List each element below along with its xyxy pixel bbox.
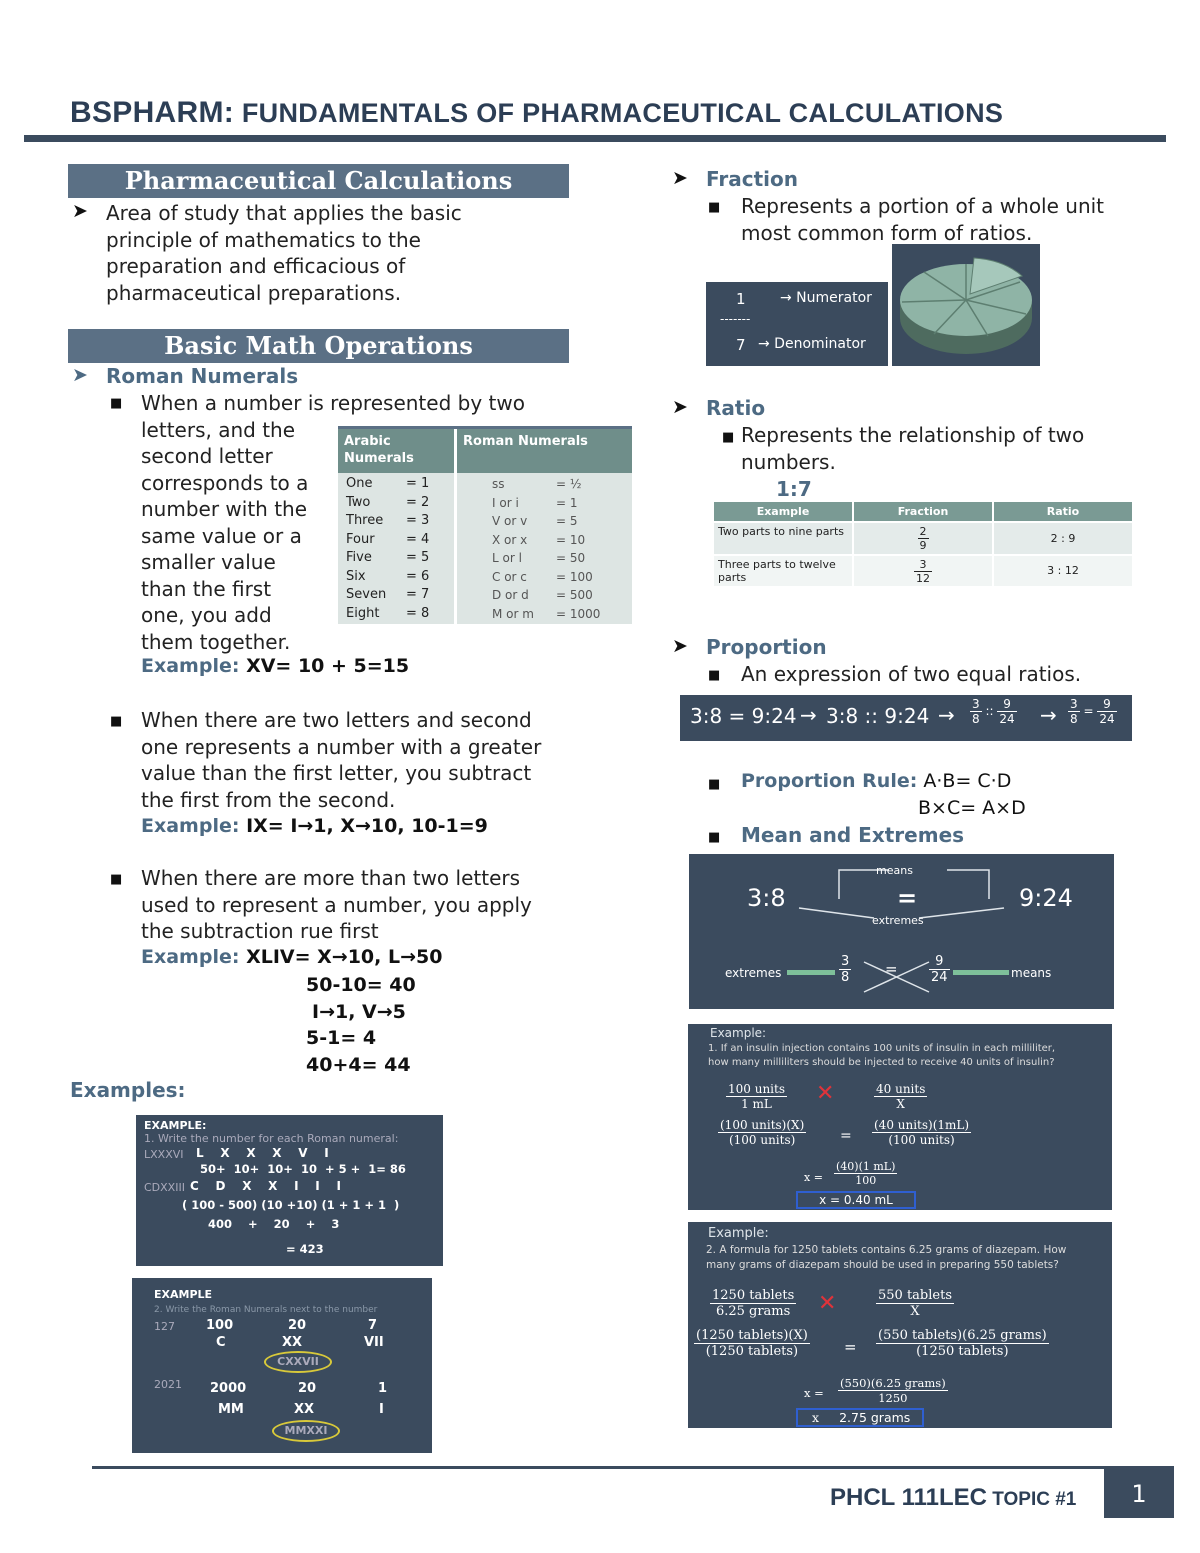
roman-example-1-panel: EXAMPLE: 1. Write the number for each Roman numeral: LXXXVI L X X X V I 50+ 10+ 10+ 10 + 5 + 1= 86 CDXXIII C D X X I I I ( 100 - 500) (10 +10) (1 + 1 + 1 ) 400 + 20 + 3 = 423: [136, 1115, 443, 1266]
arrow-right-icon: →: [1040, 703, 1057, 727]
fraction-diagram: 1 → Numerator ------- 7 → Denominator: [706, 282, 888, 366]
footer-rule: [92, 1466, 1104, 1469]
arrow-right-icon: →: [800, 703, 817, 727]
means-arrows-icon: [689, 854, 1114, 1009]
header-rule: [24, 135, 1166, 142]
square-bullet-icon: ■: [722, 430, 735, 445]
rule1-text: When a number is represented by two letters, and the second letter corresponds to a number with the same value or a smaller value than the first one, you add them together.: [141, 391, 525, 654]
answer-circle: MMXXI: [272, 1420, 340, 1442]
answer-box: x = 0.40 mL: [796, 1191, 916, 1209]
proportion-banner: 3:8 = 9:24 → 3:8 :: 9:24 → $\frac{3}{8}$ :: $\frac{9}{24}$ → $\frac{3}{8}$ = $\frac{9}{24}$: [680, 695, 1132, 741]
square-bullet-icon: ■: [708, 668, 721, 683]
fraction-text: Represents a portion of a whole unit most common form of ratios.: [741, 194, 1105, 245]
rule2-text: When there are two letters and second one represents a number with a greater value than the first letter, you subtract the first from the second.: [141, 708, 542, 812]
ratio-text: Represents the relationship of two numbers.: [741, 423, 1085, 474]
proportion-rule-line2: B×C= A×D: [918, 797, 1026, 819]
answer-circle: CXXVII: [264, 1351, 332, 1373]
square-bullet-icon: ■: [708, 830, 721, 845]
cross-multiply-icon: ✕: [818, 1291, 837, 1316]
ratio-table: Example Fraction Ratio Two parts to nine parts $\frac{2}{9}$ 2 : 9 Three parts to twelve parts $\frac{3}{12}$ 3 : 12: [714, 502, 1132, 586]
roman-example-2-panel: EXAMPLE 2. Write the Roman Numerals next to the number 127 100 20 7 C XX VII CXXVII 2021 2000 20 1 MM XX I MMXXI: [132, 1278, 432, 1453]
table-header-roman: Roman Numerals: [457, 429, 632, 473]
rule3-example: Example: XLIV= X→10, L→50: [141, 946, 443, 968]
arrow-right-icon: →: [938, 703, 955, 727]
cross-multiply-icon: ✕: [816, 1081, 835, 1106]
bullet-arrow-icon: ➤: [672, 167, 688, 189]
rule3-steps: 50-10= 40 I→1, V→5 5-1= 4 40+4= 44: [306, 974, 416, 1076]
rule3-text: When there are more than two letters used to represent a number, you apply the subtraction rue first: [141, 866, 532, 943]
bullet-arrow-icon: ➤: [672, 635, 688, 657]
pie-icon: [892, 244, 1040, 366]
roman-numerals-heading: Roman Numerals: [106, 364, 299, 388]
rule1-example: Example: XV= 10 + 5=15: [141, 655, 410, 677]
square-bullet-icon: ■: [110, 396, 123, 411]
square-bullet-icon: ■: [708, 200, 721, 215]
diazepam-example-panel: Example: 2. A formula for 1250 tablets contains 6.25 grams of diazepam. How many grams of diazepam should be used in preparing 550 tablets? $\frac{\text{1250 tablets}}{\text{6.25 grams}}$ ✕ $\frac{\text{550 tablets}}{X}$ $\frac{\text{(1250 tablets)(X)}}{\text{(1250 tablets)}}$ = $\frac{\text{(550 tablets)(6.25 grams)}}{\text{(1250 tablets)}}$ x = $\frac{\text{(550)(6.25 grams)}}{1250}$ x 2.75 grams: [688, 1222, 1112, 1428]
definition-text: Area of study that applies the basic principle of mathematics to the preparation and efficacious of pharmaceutical preparations.: [106, 201, 462, 305]
bullet-arrow-icon: ➤: [72, 200, 88, 222]
roman-letters-column: ss I or i V or v X or x L or l C or c D or d M or m: [492, 477, 534, 621]
arabic-words-column: One Two Three Four Five Six Seven Eight: [346, 476, 387, 621]
page-number: 1: [1104, 1466, 1174, 1518]
pie-fraction-image: [892, 244, 1040, 366]
means-extremes-heading: Mean and Extremes: [741, 823, 965, 847]
arabic-values-column: = 1 = 2 = 3 = 4 = 5 = 6 = 7 = 8: [406, 476, 430, 621]
proportion-heading: Proportion: [706, 635, 827, 659]
ratio-example: 1:7: [776, 477, 812, 501]
document-title: BSPHARM: FUNDAMENTALS OF PHARMACEUTICAL CALCULATIONS: [70, 96, 1004, 129]
table-header-arabic: Arabic Numerals: [338, 429, 454, 473]
bullet-arrow-icon: ➤: [672, 396, 688, 418]
roman-numerals-table: [338, 426, 632, 624]
ratio-heading: Ratio: [706, 396, 766, 420]
means-extremes-panel: 3:8 = 9:24 means extremes extremes means $\frac{3}{8}$ = $\frac{9}{24}$: [689, 854, 1114, 1009]
square-bullet-icon: ■: [110, 872, 123, 887]
proportion-text: An expression of two equal ratios.: [741, 662, 1082, 686]
square-bullet-icon: ■: [708, 777, 721, 792]
section-title-basic-math: Basic Math Operations: [68, 329, 569, 363]
proportion-rule: Proportion Rule: A·B= C·D: [741, 770, 1012, 792]
answer-box: x 2.75 grams: [796, 1408, 924, 1427]
fraction-heading: Fraction: [706, 167, 798, 191]
insulin-example-panel: Example: 1. If an insulin injection contains 100 units of insulin in each milliliter, how many milliliters should be injected to receive 40 units of insulin? $\frac{\text{100 units}}{1 mL}$ ✕ $\frac{\text{40 units}}{X}$ $\frac{\text{(100 units)(X)}}{\text{(100 units)}}$ = $\frac{\text{(40 units)(1mL)}}{\text{(100 units)}}$ x = $\frac{(40)(1 mL)}{100}$ x = 0.40 mL: [688, 1024, 1112, 1210]
bullet-arrow-icon: ➤: [72, 364, 88, 386]
rule2-example: Example: IX= I→1, X→10, 10-1=9: [141, 815, 488, 837]
square-bullet-icon: ■: [110, 714, 123, 729]
roman-values-column: = ½ = 1 = 5 = 10 = 50 = 100 = 500 = 1000: [556, 477, 601, 621]
section-title-pharmaceutical-calculations: Pharmaceutical Calculations: [68, 164, 569, 198]
footer-course: PHCL 111LEC TOPIC #1: [830, 1484, 1077, 1511]
examples-label: Examples:: [70, 1078, 186, 1102]
